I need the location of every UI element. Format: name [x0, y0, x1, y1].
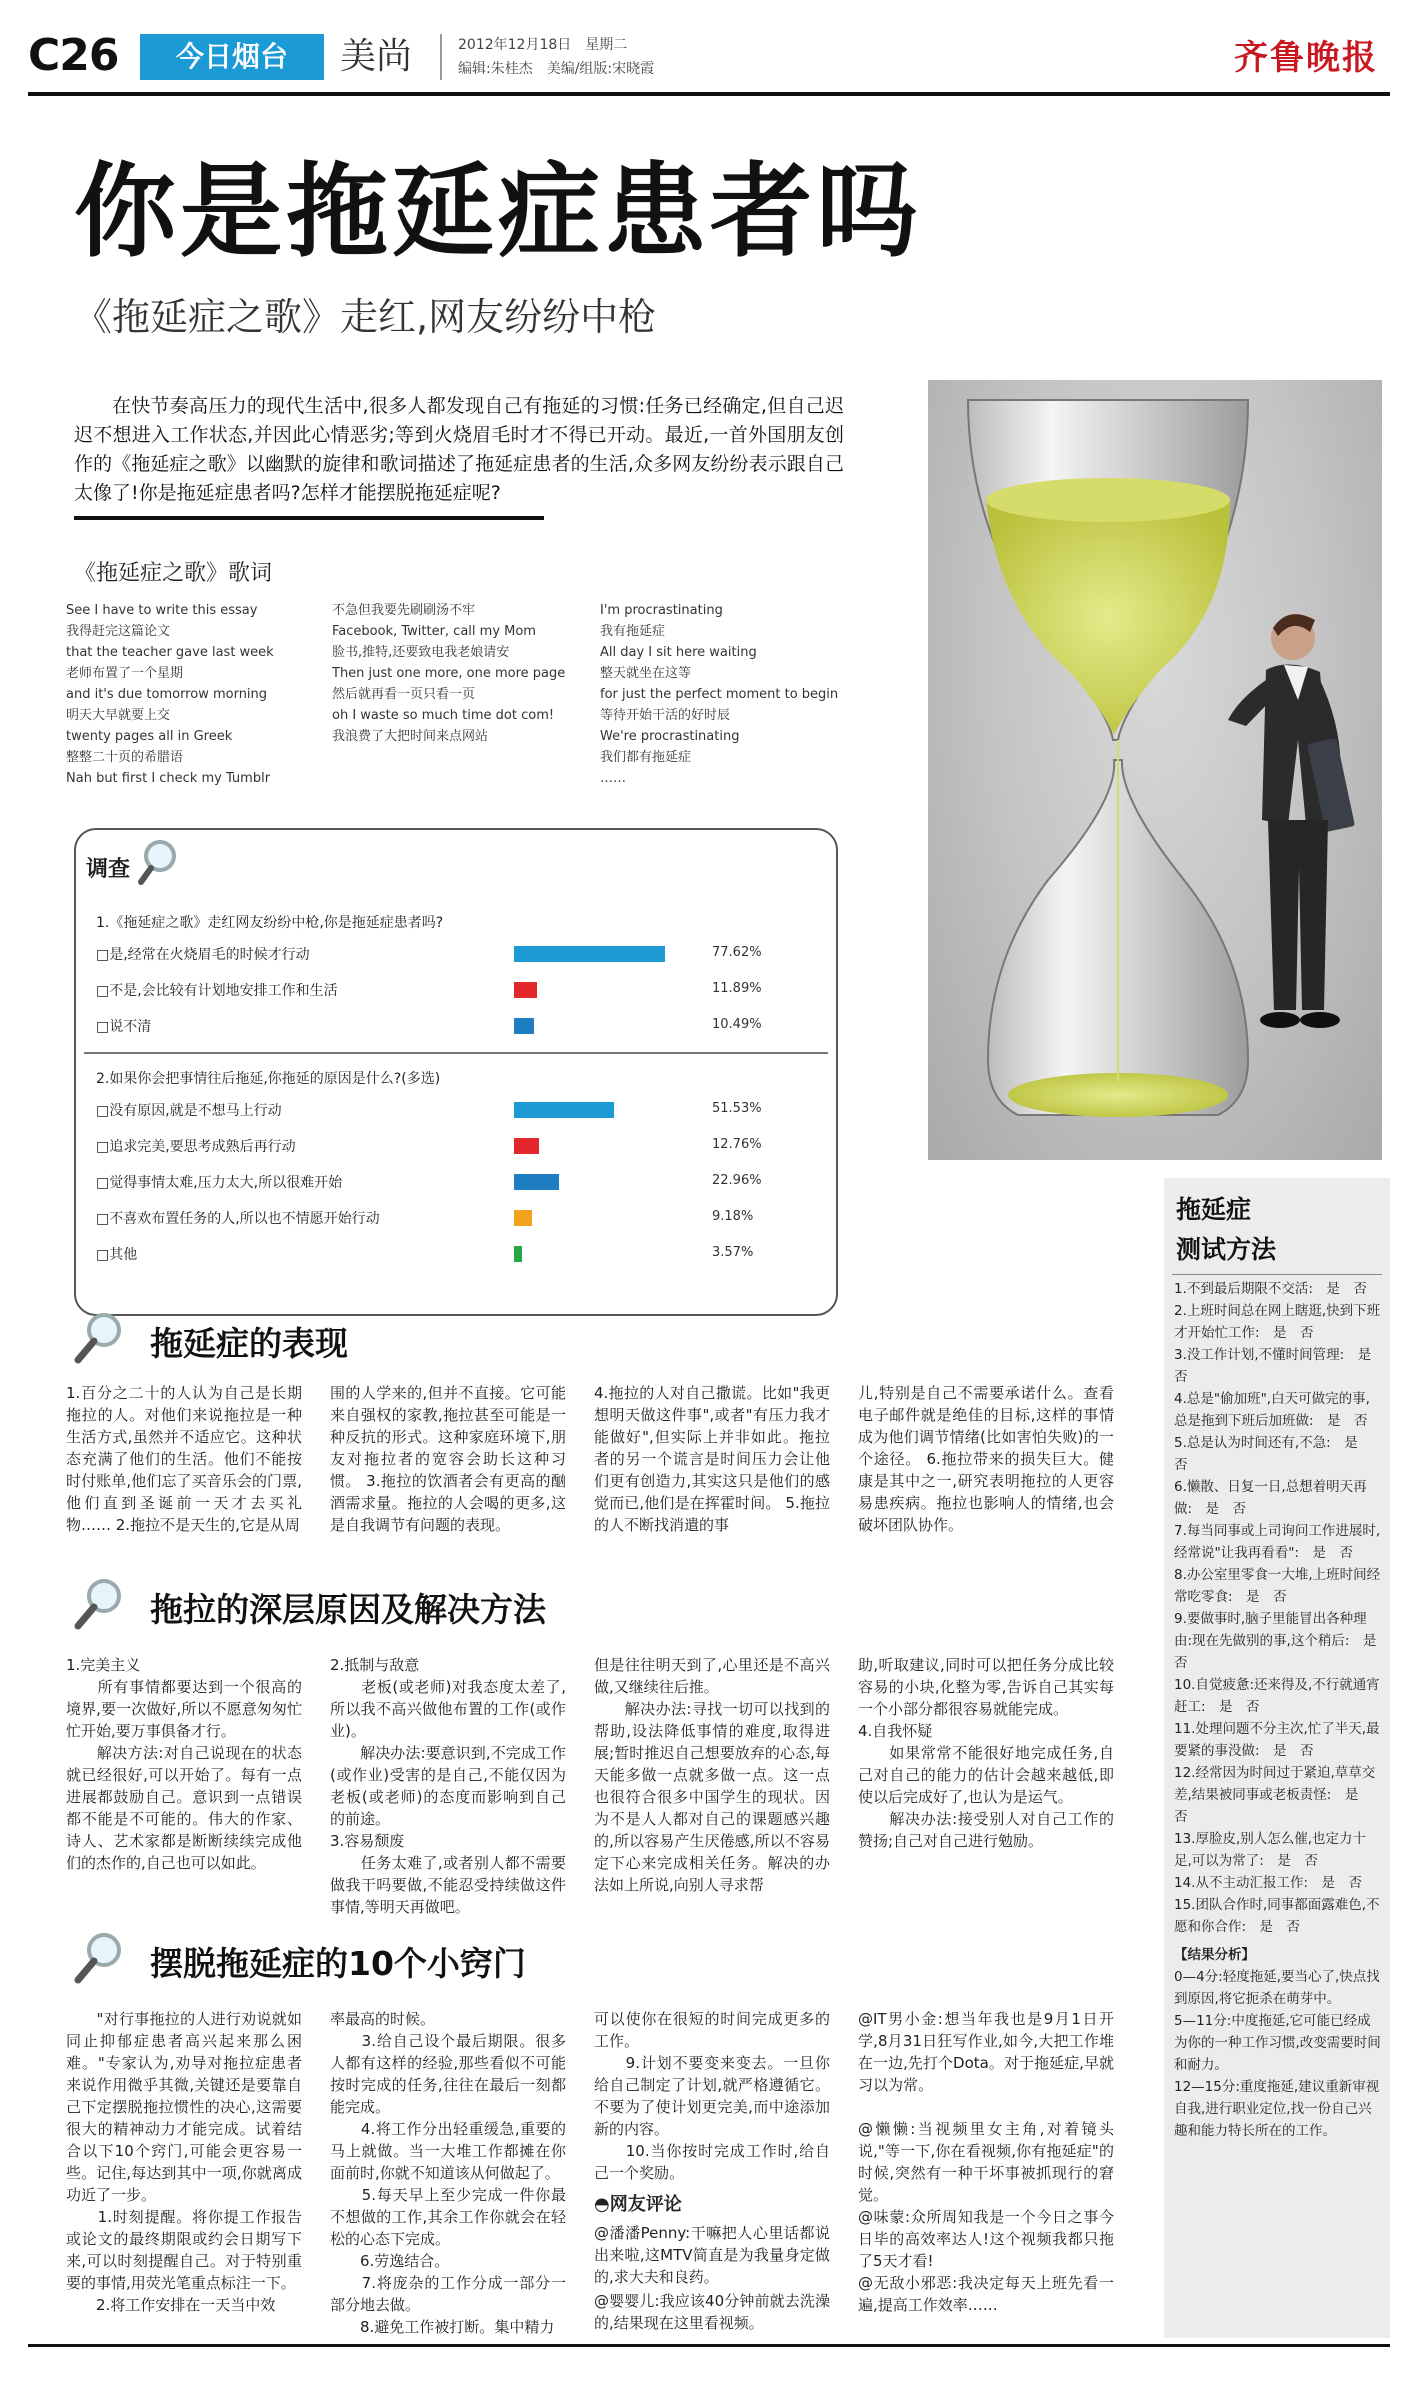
magnifier-icon [138, 836, 190, 888]
editor-line: 编辑:朱桂杰 美编/组版:宋晓霞 [458, 61, 655, 77]
lyrics-column-1 [66, 600, 306, 789]
test-item: 1.不到最后期限不交活: 是 否 [1174, 1281, 1367, 1297]
netizen-heading: ◓网友评论 [594, 2194, 682, 2215]
survey-percentage: 9.18% [712, 1209, 754, 1224]
tips-column-1: "对行事拖拉的人进行劝说就如同止抑郁症患者高兴起来那么困难。"专家认为,劝导对拖拉症患者来说作用微乎其微,关键还是要靠自己下定摆脱拖拉惯性的决心,这需要很大的精神动力才能完成。试着结合以下10个窍门,可能会更容易一些。记住,每达到其中一项,你就离成功近了一步。 1.时刻提醒。将你提工作报告或论文的最终期限或约会日期写下来,可以时刻提醒自己。对于特别重要的事情,用荧光笔重点标注一下。 2.将工作安排在一天当中效 [66, 2010, 302, 2314]
lyric-line: 整整二十页的希腊语 [66, 750, 184, 765]
lyric-line: 老师布置了一个星期 [66, 666, 184, 681]
survey-option-label: □不喜欢布置任务的人,所以也不情愿开始行动 [96, 1211, 380, 1227]
survey-bar [514, 1138, 539, 1154]
header-rule [28, 92, 1390, 96]
survey-question-1: 1.《拖延症之歌》走红网友纷纷中枪,你是拖延症患者吗? [96, 915, 444, 931]
survey-divider [84, 1052, 828, 1054]
survey-percentage: 51.53% [712, 1101, 762, 1116]
result-title: 【结果分析】 [1174, 1947, 1255, 1963]
test-item: 6.懒散、日复一日,总想着明天再做: 是 否 [1174, 1479, 1367, 1517]
causes-column-1: 1.完美主义 所有事情都要达到一个很高的境界,要一次做好,所以不愿意匆匆忙忙开始,要万事俱备才行。 解决方法:对自己说现在的状态就已经很好,可以开始了。每有一点进展都鼓励自己。意识到一点错误都不能是不可能的。伟大的作家、诗人、艺术家都是断断续续完成他们的杰作的,自己也可以如此。 [66, 1656, 302, 1872]
test-items [1174, 1278, 1390, 2142]
test-item: 12.经常因为时间过于紧迫,草草交差,结果被同事或老板责怪: 是 否 [1174, 1765, 1376, 1825]
test-item: 4.总是"偷加班",白天可做完的事,总是拖到下班后加班做: 是 否 [1174, 1391, 1370, 1429]
hourglass-photo [928, 380, 1382, 1160]
survey-option-label: □觉得事情太难,压力太大,所以很难开始 [96, 1175, 343, 1191]
survey-percentage: 77.62% [712, 945, 762, 960]
header-divider [440, 34, 442, 80]
lyrics-column-2 [332, 600, 572, 747]
survey-bar [514, 982, 537, 998]
lyric-line: 整天就坐在这等 [600, 666, 692, 681]
result-item: 0—4分:轻度拖延,要当心了,快点找到原因,将它扼杀在萌芽中。 [1174, 1969, 1380, 2007]
lyric-line: Nah but first I check my Tumblr [66, 771, 271, 786]
lyric-line: that the teacher gave last week [66, 645, 274, 660]
test-item: 5.总是认为时间还有,不急: 是 否 [1174, 1435, 1372, 1473]
magnifier-icon [70, 1930, 126, 1986]
survey-title: 调查 [86, 857, 131, 882]
tips-column-3: 可以使你在很短的时间完成更多的工作。 9.计划不要变来变去。一旦你给自己制定了计划,就严格遵循它。不要为了使计划更完美,而中途添加新的内容。 10.当你按时完成工作时,给自己一个奖励。 [594, 2010, 830, 2182]
survey-question-2: 2.如果你会把事情往后拖延,你拖延的原因是什么?(多选) [96, 1071, 441, 1087]
lyrics-title: 《拖延症之歌》歌词 [74, 561, 273, 586]
page-number: C26 [28, 30, 119, 81]
survey-option-label: □其他 [96, 1247, 138, 1263]
causes-column-2: 2.抵制与敌意 老板(或老师)对我态度太差了,所以我不高兴做他布置的工作(或作业)。 解决办法:要意识到,不完成工作(或作业)受害的是自己,不能仅因为老板(或老师)的态度而影响到自己的前途。 3.容易颓废 任务太难了,或者别人都不需要做我干吗要做,不能忍受持续做这件事情,等明天再做吧。 [330, 1656, 566, 1916]
survey-option-label: □说不清 [96, 1019, 152, 1035]
survey-bar [514, 1018, 534, 1034]
section-badge: 今日烟台 [140, 34, 324, 80]
article-intro: 在快节奏高压力的现代生活中,很多人都发现自己有拖延的习惯:任务已经确定,但自己迟迟不想进入工作状态,并因此心情恶劣;等到火烧眉毛时才不得已开动。最近,一首外国朋友创作的《拖延症之歌》以幽默的旋律和歌词描述了拖延症患者的生活,众多网友纷纷表示跟自己太像了!你是拖延症患者吗?怎样才能摆脱拖延症呢? [74, 395, 844, 504]
lyric-line: oh I waste so much time dot com! [332, 708, 555, 723]
lyric-line: We're procrastinating [600, 729, 740, 744]
lyric-line: See I have to write this essay [66, 603, 258, 618]
intro-rule [74, 516, 544, 520]
lyric-line: 明天大早就要上交 [66, 708, 171, 723]
section-heading-symptoms: 拖延症的表现 [150, 1324, 348, 1363]
lyric-line: and it's due tomorrow morning [66, 687, 268, 702]
survey-bar [514, 1210, 532, 1226]
lyric-line: 脸书,推特,还要致电我老娘请安 [332, 645, 510, 660]
lyrics-column-3 [600, 600, 840, 789]
symptoms-column-1: 1.百分之二十的人认为自己是长期拖拉的人。对他们来说拖拉是一种生活方式,虽然并不适应它。这种状态充满了他们的生活。他们不能按时付账单,他们忘了买音乐会的门票,他们直到圣诞前一天才去买礼物…… 2.拖拉不是天生的,它是从周 [66, 1384, 302, 1534]
symptoms-column-4: 儿,特别是自己不需要承诺什么。查看电子邮件就是绝佳的目标,这样的事情成为他们调节情绪(比如害怕失败)的一个途径。 6.拖拉带来的损失巨大。健康是其中之一,研究表明拖拉的人更容易患疾病。拖拉也影响人的情绪,也会破坏团队协作。 [858, 1384, 1114, 1534]
speech-bubble-icon: ◓ [594, 2194, 610, 2215]
causes-column-4: 助,听取建议,同时可以把任务分成比较容易的小块,化整为零,告诉自己其实每一个小部分都很容易就能完成。 4.自我怀疑 如果常常不能很好地完成任务,自己对自己的能力的估计会越来越低,即使以后完成好了,也认为是运气。 解决办法:接受别人对自己工作的赞扬;自己对自己进行勉励。 [858, 1656, 1114, 1850]
lyric-line: for just the perfect moment to begin [600, 687, 839, 702]
article-title: 你是拖延症患者吗 [74, 153, 922, 272]
lyric-line: 不急但我要先刷刷汤不牢 [332, 603, 476, 618]
result-item: 5—11分:中度拖延,它可能已经成为你的一种工作习惯,改变需要时间和耐力。 [1174, 2013, 1381, 2073]
section-heading-tips: 摆脱拖延症的10个小窍门 [150, 1944, 526, 1983]
lyric-line: Then just one more, one more page [332, 666, 566, 681]
test-item: 7.每当同事或上司询问工作进展时,经常说"让我再看看": 是 否 [1174, 1523, 1381, 1561]
lyric-line: twenty pages all in Greek [66, 729, 233, 744]
test-item: 3.没工作计划,不懂时间管理: 是 否 [1174, 1347, 1385, 1385]
lyric-line: All day I sit here waiting [600, 645, 757, 660]
footer-rule [28, 2344, 1390, 2347]
result-item: 12—15分:重度拖延,建议重新审视自我,进行职业定位,找一份自己兴趣和能力特长所在的工作。 [1174, 2079, 1380, 2139]
test-title: 拖延症 测试方法 [1176, 1195, 1277, 1264]
survey-option-label: □没有原因,就是不想马上行动 [96, 1103, 282, 1119]
netizen-comment: @婴婴儿:我应该40分钟前就去洗澡的,结果现在这里看视频。 [594, 2292, 830, 2332]
hourglass-illustration [928, 380, 1382, 1160]
survey-bar [514, 1174, 559, 1190]
lyric-line: 我们都有拖延症 [600, 750, 692, 765]
section-heading-causes: 拖拉的深层原因及解决方法 [150, 1590, 546, 1629]
symptoms-column-2: 围的人学来的,但并不直接。它可能来自强权的家教,拖拉甚至可能是一种反抗的形式。这种家庭环境下,朋友对拖拉者的宽容会助长这种习惯。 3.拖拉的饮酒者会有更高的酗酒需求量。拖拉的人会喝的更多,这是自我调节有问题的表现。 [330, 1384, 566, 1534]
survey-bar [514, 1246, 522, 1262]
lyric-line: …… [600, 771, 626, 786]
survey-percentage: 11.89% [712, 981, 762, 996]
survey-percentage: 22.96% [712, 1173, 762, 1188]
test-divider [1172, 1274, 1382, 1275]
causes-column-3: 但是往往明天到了,心里还是不高兴做,又继续往后推。 解决办法:寻找一切可以找到的帮助,设法降低事情的难度,取得进展;暂时推迟自己想要放弃的心态,每天能多做一点就多做一点。这一点也很符合很多中国学生的现状。因为不是人人都对自己的课题感兴趣的,所以容易产生厌倦感,所以不容易定下心来完成相关任务。解决的办法如上所说,向别人寻求帮 [594, 1656, 830, 1894]
lyric-line: 等待开始干活的好时辰 [600, 708, 731, 723]
test-item: 8.办公室里零食一大堆,上班时间经常吃零食: 是 否 [1174, 1567, 1381, 1605]
symptoms-column-3: 4.拖拉的人对自己撒谎。比如"我更想明天做这件事",或者"有压力我才能做好",但实际上并非如此。拖拉者的另一个谎言是时间压力会让他们更有创造力,其实这只是他们的感觉而已,他们是在挥霍时间。 5.拖拉的人不断找消遣的事 [594, 1384, 830, 1534]
survey-option-label: □追求完美,要思考成熟后再行动 [96, 1139, 296, 1155]
column-name: 美尚 [340, 36, 413, 77]
lyric-line: 我浪费了大把时间来点网站 [332, 729, 489, 744]
test-item: 10.自觉疲惫:还来得及,不行就通宵赶工: 是 否 [1174, 1677, 1380, 1715]
survey-percentage: 10.49% [712, 1017, 762, 1032]
netizen-comment: @潘潘Penny:干嘛把人心里话都说出来啦,这MTV简直是为我量身定做的,求大夫和良药。 [594, 2224, 830, 2286]
lyric-line: I'm procrastinating [600, 603, 723, 618]
lyric-line: Facebook, Twitter, call my Mom [332, 624, 536, 639]
test-item: 11.处理问题不分主次,忙了半天,最要紧的事没做: 是 否 [1174, 1721, 1380, 1759]
survey-bar [514, 1102, 614, 1118]
test-item: 15.团队合作时,同事都面露难色,不愿和你合作: 是 否 [1174, 1897, 1380, 1935]
survey-box [74, 828, 838, 1316]
lyric-line: 然后就再看一页只看一页 [332, 687, 476, 702]
netizen-comment: @懒懒:当视频里女主角,对着镜头说,"等一下,你在看视频,你有拖延症"的时候,突然有一种干坏事被抓现行的窘觉。 [858, 2120, 1114, 2204]
date-line: 2012年12月18日 星期二 [458, 37, 628, 53]
self-test-sidebar [1164, 1178, 1390, 2338]
article-subtitle: 《拖延症之歌》走红,网友纷纷中枪 [74, 295, 657, 339]
survey-percentage: 3.57% [712, 1245, 754, 1260]
netizen-comment: @味蒙:众所周知我是一个今日之事今日毕的高效率达人!这个视频我都只拖了5天才看! [858, 2208, 1114, 2270]
newspaper-logo: 齐鲁晚报 [1234, 38, 1378, 78]
lyric-line: 我有拖延症 [600, 624, 666, 639]
test-item: 13.厚脸皮,别人怎么催,也定力十足,可以为常了: 是 否 [1174, 1831, 1367, 1869]
survey-option-label: □不是,会比较有计划地安排工作和生活 [96, 983, 338, 999]
netizen-comment: @IT男小金:想当年我也是9月1日开学,8月31日狂写作业,如今,大把工作堆在一边,先打个Dota。对于拖延症,早就习以为常。 [858, 2010, 1114, 2094]
tips-column-2: 率最高的时候。 3.给自己设个最后期限。很多人都有这样的经验,那些看似不可能按时完成的任务,往往在最后一刻都能完成。 4.将工作分出轻重缓急,重要的马上就做。当一大堆工作都摊在你面前时,你就不知道该从何做起了。 5.每天早上至少完成一件你最不想做的工作,其余工作你就会在轻松的心态下完成。 6.劳逸结合。 7.将庞杂的工作分成一部分一部分地去做。 8.避免工作被打断。集中精力 [330, 2010, 566, 2336]
lyric-line: 我得赶完这篇论文 [66, 624, 171, 639]
test-item: 9.要做事时,脑子里能冒出各种理由:现在先做别的事,这个稍后: 是 否 [1174, 1611, 1390, 1671]
test-item: 2.上班时间总在网上瞎逛,快到下班才开始忙工作: 是 否 [1174, 1303, 1381, 1341]
magnifier-icon [70, 1576, 126, 1632]
survey-option-label: □是,经常在火烧眉毛的时候才行动 [96, 947, 310, 963]
page-header [28, 28, 1388, 88]
survey-percentage: 12.76% [712, 1137, 762, 1152]
survey-bar [514, 946, 665, 962]
netizen-comment: @无敌小邪恶:我决定每天上班先看一遍,提高工作效率…… [858, 2274, 1114, 2314]
magnifier-icon [70, 1310, 126, 1366]
test-item: 14.从不主动汇报工作: 是 否 [1174, 1875, 1363, 1891]
